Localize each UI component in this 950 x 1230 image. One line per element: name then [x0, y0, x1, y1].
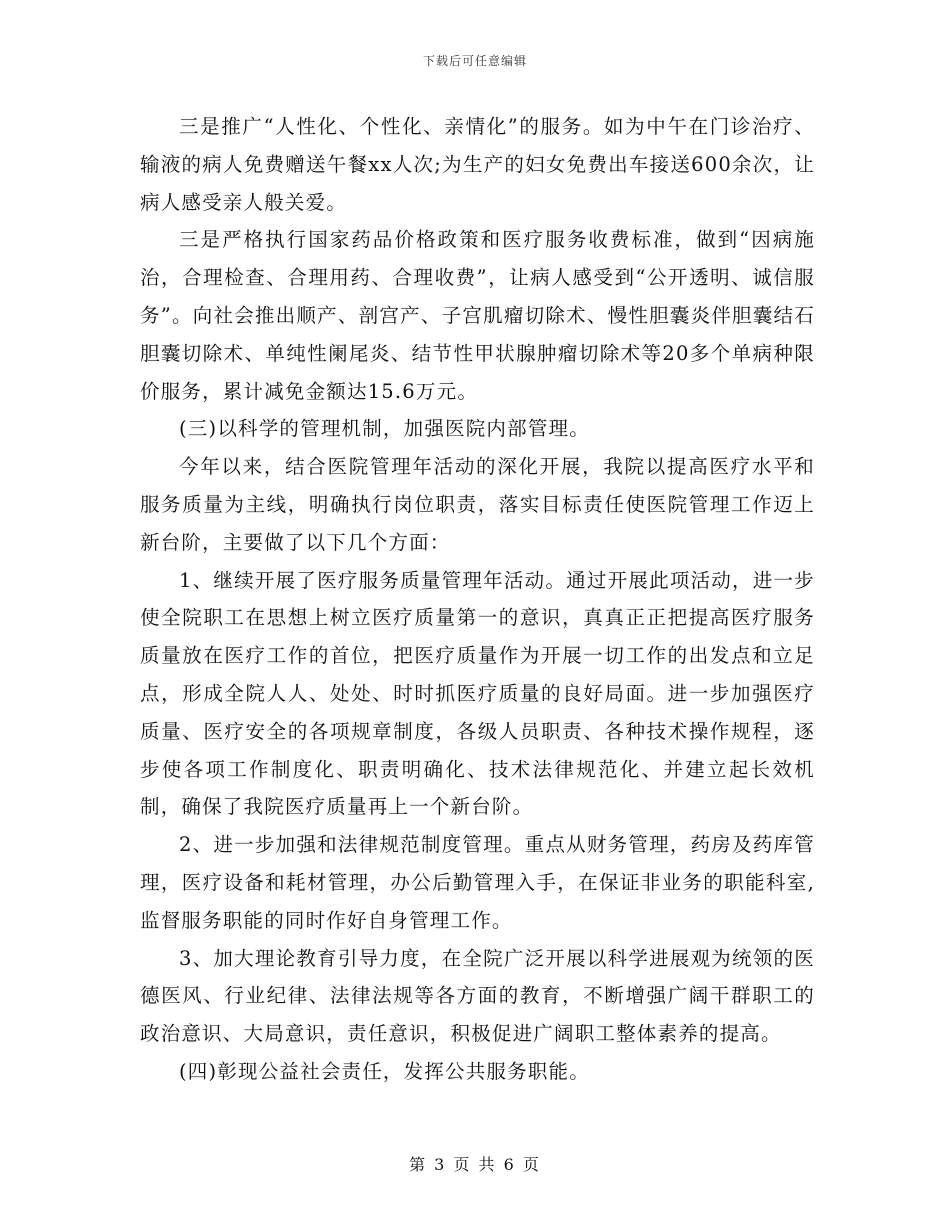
section-heading-management: (三)以科学的管理机制，加强医院内部管理。	[179, 417, 590, 441]
paragraph-service-humanization: 三是推广“人性化、个性化、亲情化”的服务。如为中午在门诊治疗、输液的病人免费赠送午餐xx人次;为生产的妇女免费出车接送600余次，让病人感受亲人般关爱。	[140, 115, 815, 214]
page-number-footer: 第 3 页 共 6 页	[409, 1155, 541, 1174]
document-body	[140, 108, 815, 1091]
paragraph-management-intro: 今年以来，结合医院管理年活动的深化开展，我院以提高医疗水平和服务质量为主线，明确执行岗位职责，落实目标责任使医院管理工作迈上新台阶，主要做了以下几个方面：	[140, 455, 815, 554]
paragraph-item-2: 2、进一步加强和法律规范制度管理。重点从财务管理，药房及药库管理，医疗设备和耗材管理，办公后勤管理入手，在保证非业务的职能科室,监督服务职能的同时作好自身管理工作。	[140, 833, 815, 932]
section-heading-public-welfare: (四)彰现公益社会责任，发挥公共服务职能。	[179, 1059, 590, 1083]
page-header: 下载后可任意编辑	[422, 54, 527, 68]
paragraph-item-3: 3、加大理论教育引导力度，在全院广泛开展以科学进展观为统领的医德医风、行业纪律、法律法规等各方面的教育，不断增强广阔干群职工的政治意识、大局意识，责任意识，积极促进广阔职工整体素养的提高。	[140, 946, 815, 1046]
paragraph-price-policy: 三是严格执行国家药品价格政策和医疗服务收费标准，做到“因病施治，合理检查、合理用药、合理收费”，让病人感受到“公开透明、诚信服务”。向社会推出顺产、剖宫产、子宫肌瘤切除术、慢性胆囊炎伴胆囊结石胆囊切除术、单纯性阑尾炎、结节性甲状腺肿瘤切除术等20多个单病种限价服务，累计减免金额达15.6万元。	[140, 228, 815, 403]
paragraph-item-1: 1、继续开展了医疗服务质量管理年活动。通过开展此项活动，进一步使全院职工在思想上树立医疗质量第一的意识，真真正正把提高医疗服务质量放在医疗工作的首位，把医疗质量作为开展一切工作的出发点和立足点，形成全院人人、处处、时时抓医疗质量的良好局面。进一步加强医疗质量、医疗安全的各项规章制度，各级人员职责、各种技术操作规程，逐步使各项工作制度化、职责明确化、技术法律规范化、并建立起长效机制，确保了我院医疗质量再上一个新台阶。	[140, 568, 815, 819]
